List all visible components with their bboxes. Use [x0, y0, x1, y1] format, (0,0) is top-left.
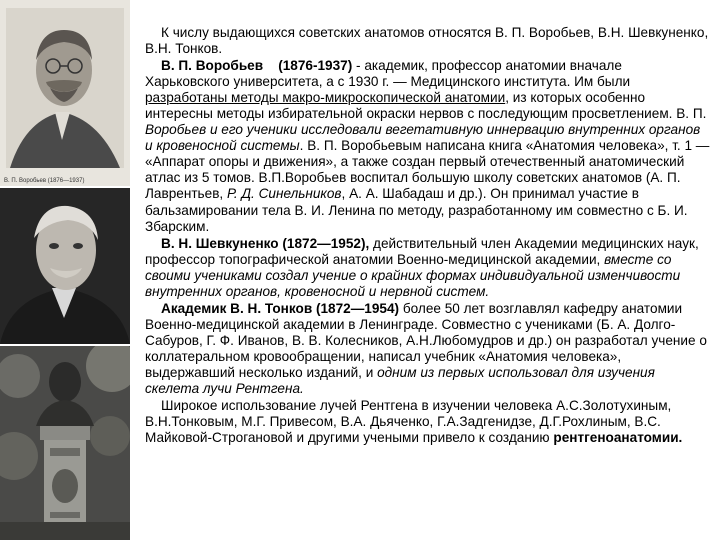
vorobiev-caption: В. П. Воробьев (1876—1937) [4, 178, 85, 184]
vorobiev-text-4: , А. А. Шабадаш и др.). Он принимал участие в бальзамировании тела В. И. Ленина по методу, разработанному им совместно с Б. И. Збарским. [145, 186, 688, 234]
xray-paragraph [145, 398, 710, 446]
tonkov-monument-image [0, 346, 130, 540]
vorobiev-text-1: - академик, профессор анатомии вначале Харьковского университета, а с 1930 г. — Медицинского института. Им были [145, 58, 631, 90]
shevkunenko-portrait [0, 188, 130, 344]
vorobiev-portrait-image [0, 0, 130, 186]
article-text [145, 25, 710, 446]
tonkov-text-1: более 50 лет возглавлял кафедру анатомии Военно-медицинской академии в Ленинграде. Совместно с учениками (Б. А. Долго-Сабуров, Г. Ф. Иванов, В. В. Колесников, А.Н.Любомудров и др.) он разработал учение о коллатеральном кровообращении, написал учебник «Анатомия человека», выдержавший несколько изданий, и [145, 300, 707, 380]
vorobiev-name: В. П. Воробьев [161, 58, 264, 74]
tonkov-italic-1: одним из первых использовал для изучения скелета лучи Рентгена. [145, 364, 655, 397]
shevkunenko-name: В. Н. Шевкуненко (1872—1952), [161, 235, 370, 251]
intro-text: К числу выдающихся советских анатомов относятся В. П. Воробьев, В.Н. Шевкуненко, В.Н. Тонков. [145, 25, 709, 57]
shevkunenko-text-1: действительный член Академии медицинских наук, профессор топографической анатомии Военно-медицинской академии, [145, 235, 699, 267]
portrait-column [0, 0, 135, 540]
intro-paragraph [145, 25, 710, 57]
tonkov-name: Академик В. Н. Тонков (1872—1954) [161, 300, 400, 316]
vorobiev-italic-1: Воробьев и его ученики исследовали вегетативную иннервацию внутренних органов и кровеносной системы [145, 122, 701, 154]
shevkunenko-italic-1: вместе со своими учениками создал учение о крайних формах индивидуальной изменчивости внутренних органов, кровеносной и нервной систем. [145, 251, 681, 299]
vorobiev-methods-link[interactable]: разработаны методы макро-микроскопической анатомии [145, 90, 506, 106]
shevkunenko-paragraph [145, 236, 710, 300]
vorobiev-text-3: . В. П. Воробьевым написана книга «Анатомия человека», т. 1 — «Аппарат опоры и движения», а также создан первый отечественный анатомический атлас из 5 томов. В.П.Воробьев воспитал большую школу советских анатомов (А. П. Лаврентьев, [145, 138, 710, 202]
vorobiev-paragraph [145, 58, 710, 235]
tonkov-paragraph [145, 301, 710, 397]
vorobiev-italic-2: Р. Д. Синельников [226, 186, 342, 202]
xray-bold: рентгеноанатомии. [553, 430, 683, 446]
vorobiev-text-2: , из которых особенно интересны методы избирательной окраски нервов с последующим просветлением. В. П. [145, 90, 707, 122]
tonkov-monument [0, 346, 130, 540]
xray-text-1: Широкое использование лучей Рентгена в изучении человека А.С.Золотухиным, В.Н.Тонковым, М.Г. Привесом, В.А. Дьяченко, Г.А.Задгенидзе, Д.Г.Рохлиным, В.С. Майковой-Строгановой и другими учеными привело к созданию [145, 398, 672, 446]
vorobiev-years: (1876-1937) [278, 58, 353, 74]
shevkunenko-portrait-image [0, 188, 130, 344]
vorobiev-portrait [0, 0, 130, 186]
